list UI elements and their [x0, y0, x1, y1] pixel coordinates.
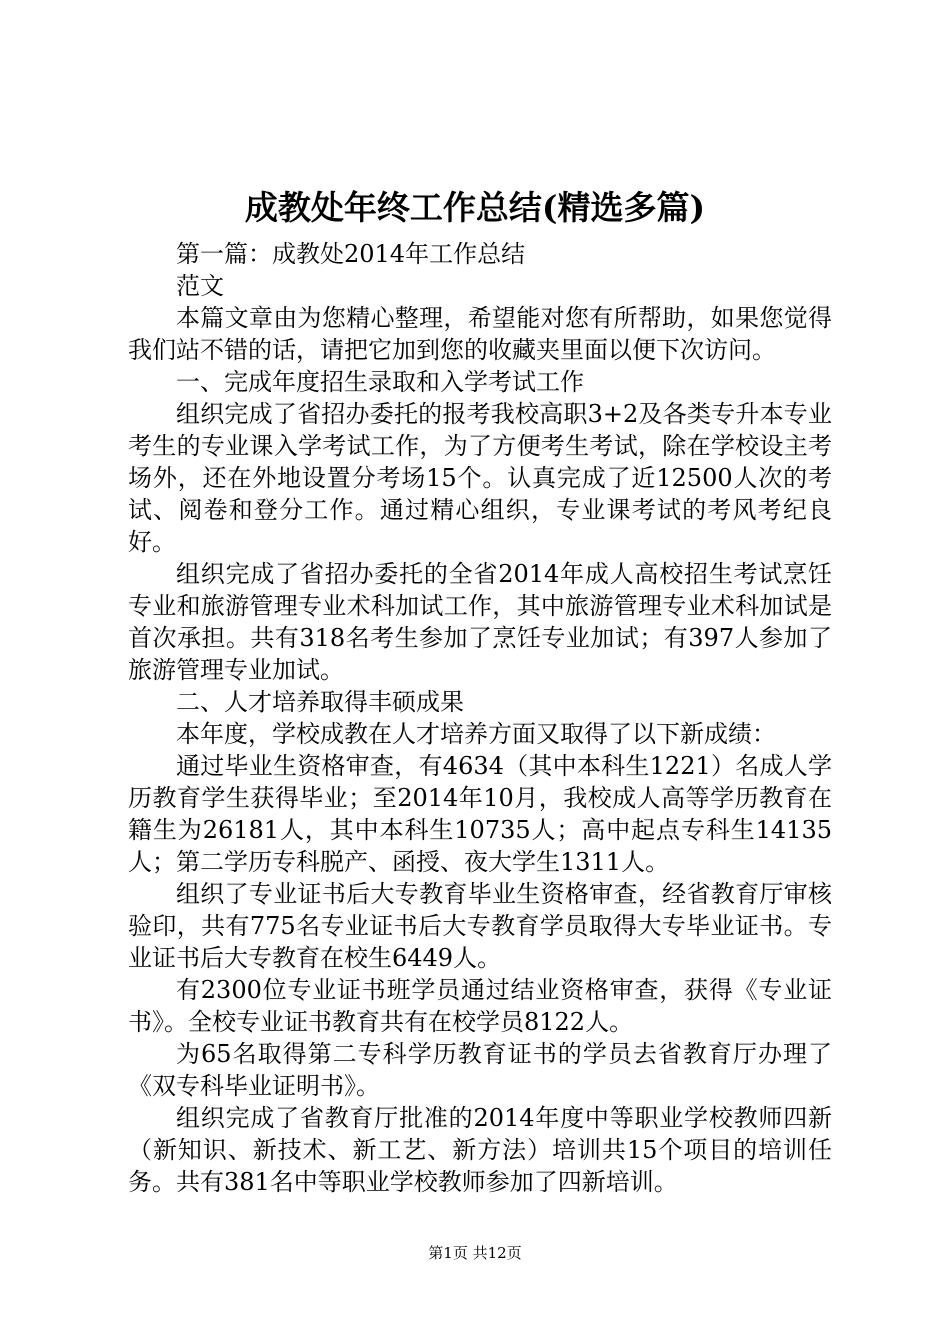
paragraph: 本年度，学校成教在人才培养方面又取得了以下新成绩： [176, 720, 776, 748]
paragraph: 为65名取得第二专科学历教育证书的学员去省教育厅办理了《双专科毕业证明书》。 [128, 1040, 832, 1100]
paragraph: 组织了专业证书后大专教育毕业生资格审查，经省教育厅审核验印，共有775名专业证书后大专教育学员取得大专毕业证书。专业证书后大专教育在校生6449人。 [128, 880, 832, 972]
page-number-footer: 第1页 共12页 [428, 1244, 522, 1262]
paragraph: 有2300位专业证书班学员通过结业资格审查，获得《专业证书》。全校专业证书教育共有在校学员8122人。 [128, 976, 832, 1036]
paragraph: 组织完成了省招办委托的报考我校高职3+2及各类专升本专业考生的专业课入学考试工作，为了方便考生考试，除在学校设主考场外，还在外地设置分考场15个。认真完成了近12500人次的考试、阅卷和登分工作。通过精心组织，专业课考试的考风考纪良好。 [128, 400, 832, 556]
section-heading: 二、人才培养取得丰硕成果 [176, 688, 464, 716]
paragraph: 通过毕业生资格审查，有4634（其中本科生1221）名成人学历教育学生获得毕业；至2014年10月，我校成人高等学历教育在籍生为26181人，其中本科生10735人；高中起点专科生14135人；第二学历专科脱产、函授、夜大学生1311人。 [128, 752, 832, 876]
document-body [128, 238, 832, 1198]
paragraph: 组织完成了省教育厅批准的2014年度中等职业学校教师四新（新知识、新技术、新工艺、新方法）培训共15个项目的培训任务。共有381名中等职业学校教师参加了四新培训。 [128, 1104, 832, 1196]
paragraph: 组织完成了省招办委托的全省2014年成人高校招生考试烹饪专业和旅游管理专业术科加试工作，其中旅游管理专业术科加试是首次承担。共有318名考生参加了烹饪专业加试；有397人参加了旅游管理专业加试。 [128, 560, 832, 684]
section-heading: 一、完成年度招生录取和入学考试工作 [176, 368, 584, 396]
section-heading: 第一篇：成教处2014年工作总结 [176, 240, 526, 268]
document-title: 成教处年终工作总结(精选多篇) [244, 188, 706, 227]
paragraph: 本篇文章由为您精心整理，希望能对您有所帮助，如果您觉得我们站不错的话，请把它加到您的收藏夹里面以便下次访问。 [128, 304, 832, 364]
section-subheading: 范文 [176, 272, 224, 300]
